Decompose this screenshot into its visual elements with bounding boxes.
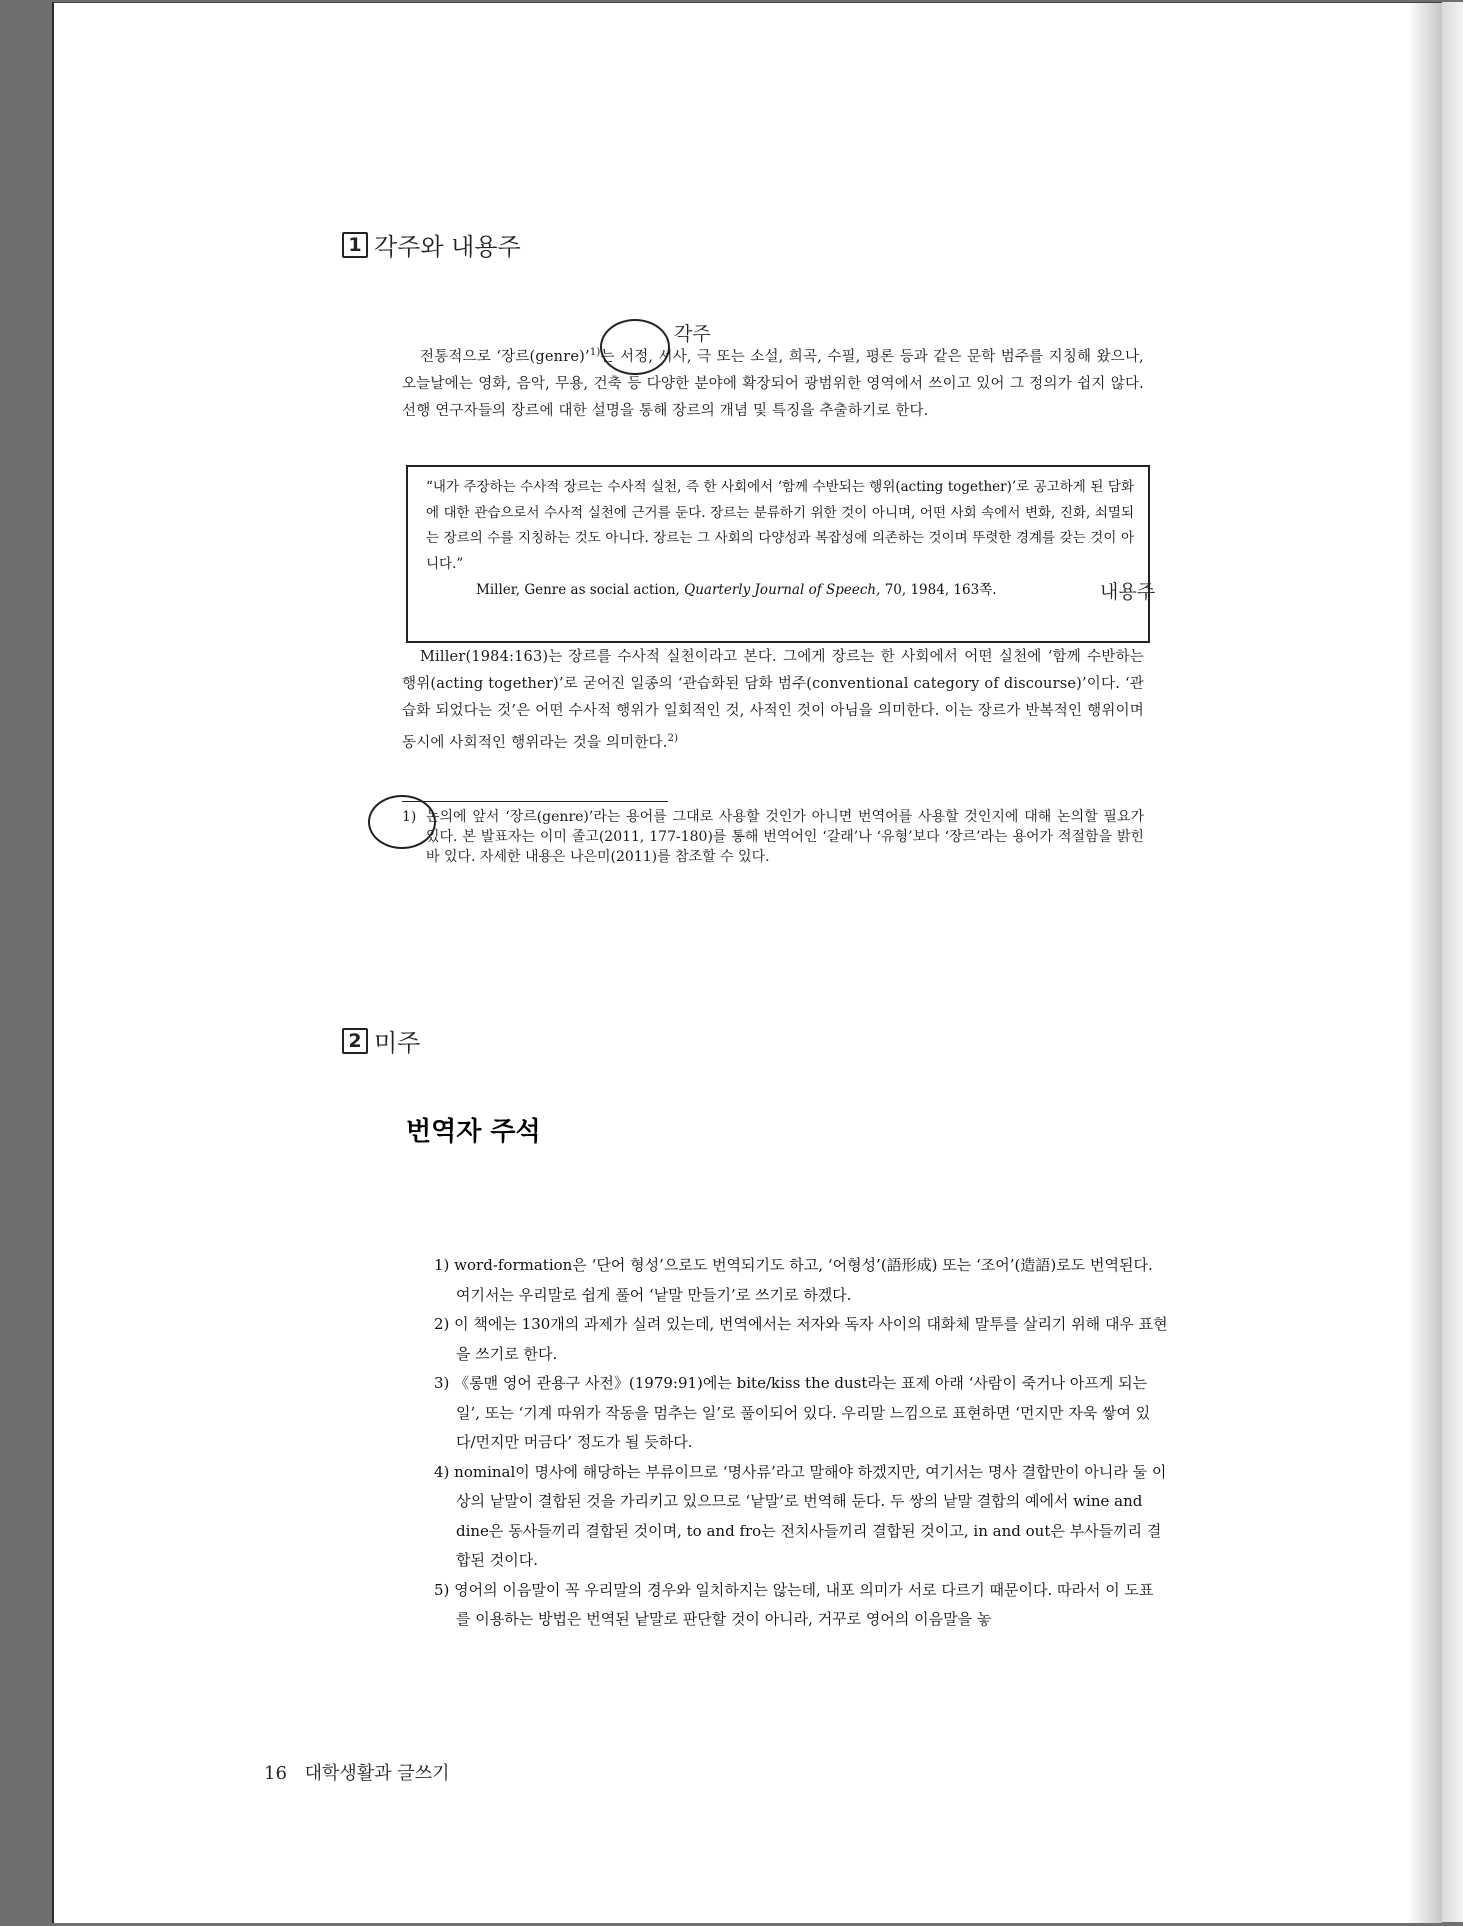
- footnote-mark-1: 1): [589, 347, 601, 358]
- section-1-heading: [342, 227, 521, 262]
- section-2-title: 미주: [374, 1029, 421, 1057]
- quote-source-journal: Quarterly Journal of Speech,: [684, 582, 881, 598]
- document-page: [52, 2, 1442, 1923]
- section-1-title: 각주와 내용주: [374, 233, 521, 261]
- footnote-1-text: 논의에 앞서 ‘장르(genre)’라는 용어를 그대로 사용할 것인가 아니면 번역어를 사용할 것인지에 대해 논의할 필요가 있다. 본 발표자는 이미 졸고(2011, 177-180)를 통해 번역어인 ‘갈래’나 ‘유형’보다 ‘장르’라는 용어가 적절함을 밝힌 바 있다. 자세한 내용은 나은미(2011)를 참조할 수 있다.: [426, 809, 1144, 865]
- endnote-item: 4) nominal이 명사에 해당하는 부류이므로 ‘명사류’라고 말해야 하겠지만, 여기서는 명사 결합만이 아니라 둘 이상의 낱말이 결합된 것을 가리키고 있으므로 ‘낱말’로 번역해 둔다. 두 쌍의 낱말 결합의 예에서 wine and dine은 동사들끼리 결합된 것이며, to and fro는 전치사들끼리 결합된 것이고, in and out은 부사들끼리 결합된 것이다.: [434, 1462, 1167, 1569]
- quote-source-rest: 70, 1984, 163쪽.: [884, 582, 997, 598]
- body-paragraph-1: [402, 339, 1144, 425]
- page-edge: [1440, 2, 1463, 1922]
- endnote-item: 3) 《롱맨 영어 관용구 사전》(1979:91)에는 bite/kiss the dust라는 표제 아래 ‘사람이 죽거나 아프게 되는 일’, 또는 ‘기계 따위가 작동을 멈추는 일’로 풀이되어 있다. 우리말 느낌으로 표현하면 ‘먼지만 자욱 쌓여 있다/먼지만 머금다’ 정도가 될 듯하다.: [434, 1374, 1151, 1451]
- paragraph-2-text: Miller(1984:163)는 장르를 수사적 실천이라고 본다. 그에게 장르는 한 사회에서 어떤 실천에 ‘함께 수반하는 행위(acting together)’로 굳어진 일종의 ‘관습화된 담화 범주(conventional category of discourse)’이다. ‘관습화 되었다는 것’은 어떤 수사적 행위가 일회적인 것, 사적인 것이 아님을 의미한다. 이는 장르가 반복적인 행위이며 동시에 사회적인 행위라는 것을 의미한다.: [402, 649, 1144, 751]
- content-note-annotation-label: 내용주: [1100, 581, 1156, 603]
- endnote-item: 5) 영어의 이음말이 꼭 우리말의 경우와 일치하지는 않는데, 내포 의미가 서로 다르기 때문이다. 따라서 이 도표를 이용하는 방법은 번역된 낱말로 판단할 것이 아니라, 거꾸로 영어의 이음말을 놓: [434, 1580, 1154, 1628]
- book-title: 대학생활과 글쓰기: [304, 1763, 450, 1784]
- page-footer: [264, 1759, 449, 1785]
- section-2-heading: [342, 1023, 420, 1058]
- footnote-separator: [402, 801, 668, 802]
- paragraph-1-lead: 전통적으로 ‘장르(genre)’: [420, 348, 590, 365]
- paragraph-1-rest: 는 서정, 서사, 극 또는 소설, 희곡, 수필, 평론 등과 같은 문학 범주를 지칭해 왔으나, 오늘날에는 영화, 음악, 무용, 건축 등 다양한 분야에 확장되어 광범위한 영역에서 쓰이고 있어 그 정의가 쉽지 않다. 선행 연구자들의 장르에 대한 설명을 통해 장르의 개념 및 특징을 추출하기로 한다.: [402, 348, 1144, 419]
- quote-box: [406, 465, 1150, 643]
- body-paragraph-2: [402, 644, 1144, 757]
- footnote-1-number: 1): [402, 809, 417, 825]
- endnotes-list: [434, 1251, 1168, 1635]
- page-number: 16: [264, 1763, 287, 1784]
- footnote-mark-2: 2): [667, 733, 679, 744]
- endnote-item: 2) 이 책에는 130개의 과제가 실려 있는데, 번역에서는 저자와 독자 사이의 대화체 말투를 살리기 위해 대우 표현을 쓰기로 한다.: [434, 1315, 1168, 1363]
- endnote-item: 1) word-formation은 ‘단어 형성’으로도 번역되기도 하고, ‘어형성’(語形成) 또는 ‘조어’(造語)로도 번역된다. 여기서는 우리말로 쉽게 풀어 ‘낱말 만들기’로 쓰기로 하겠다.: [434, 1256, 1153, 1304]
- footnote-annotation-label: 각주: [674, 323, 711, 345]
- footnote-1: [402, 807, 1144, 867]
- quote-source: [426, 577, 1134, 603]
- footnote-mark-circle: [600, 319, 670, 375]
- section-1-number: 1: [342, 232, 368, 258]
- quote-text: “내가 주장하는 수사적 장르는 수사적 실천, 즉 한 사회에서 ‘함께 수반되는 행위(acting together)’로 공고하게 된 담화에 대한 관습으로서 수사적 실천에 근거를 둔다. 장르는 분류하기 위한 것이 아니며, 어떤 사회 속에서 변화, 진화, 쇠멸되는 장르의 수를 지칭하는 것도 아니다. 장르는 그 사회의 다양성과 복잡성에 의존하는 것이며 뚜렷한 경계를 갖는 것이 아니다.”: [426, 479, 1134, 572]
- quote-source-author: Miller, Genre as social action,: [476, 582, 680, 598]
- footnote-number-circle: [368, 795, 436, 849]
- endnotes-heading: 번역자 주석: [406, 1117, 541, 1147]
- section-2-number: 2: [342, 1028, 368, 1054]
